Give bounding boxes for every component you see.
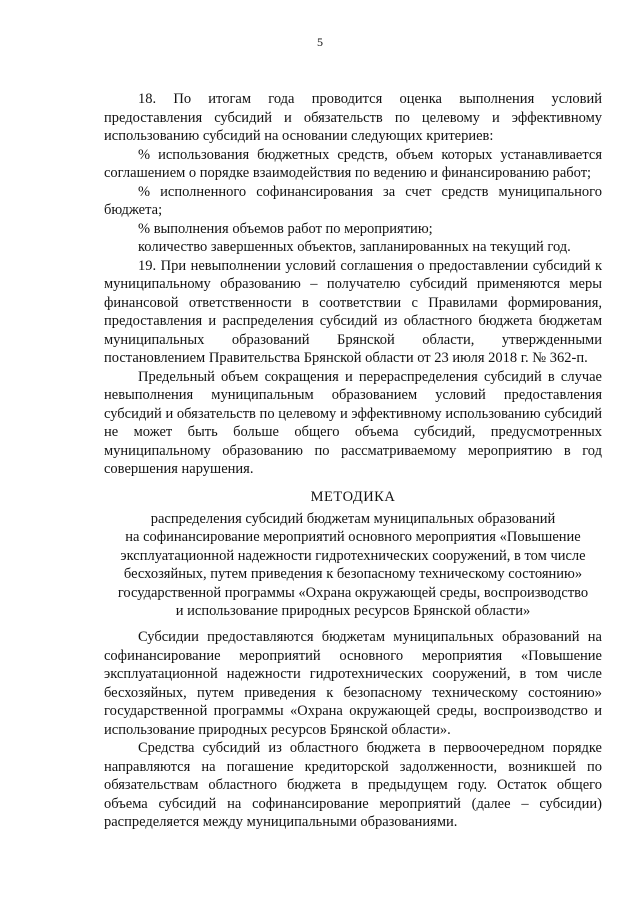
method-paragraph-1: Субсидии предоставляются бюджетам муниципальных образований на софинансирование мероприятий основного мероприятия «Повышение эксплуатационной надежности гидротехнических сооружений, в том числе бесхозяйных, путем приведения к безопасному техническому состоянию» государственной программы «Охрана окружающей среды, воспроизводство и использование природных ресурсов Брянской области». <box>104 629 602 738</box>
method-paragraph-2: Средства субсидий из областного бюджета в первоочередном порядке направляются на погашение кредиторской задолженности, возникшей по обязательствам областного бюджета в предыдущем году. Остаток общего объема субсидий на софинансирование мероприятий (далее – субсидии) распределяется между муниципальными образованиями. <box>104 740 602 830</box>
subtitle-line: эксплуатационной надежности гидротехнических сооружений, в том числе <box>120 547 586 564</box>
subtitle-line: и использование природных ресурсов Брянской области» <box>175 603 531 619</box>
subtitle-line: государственной программы «Охрана окружающей среды, воспроизводство <box>117 584 589 601</box>
paragraph-18: 18. По итогам года проводится оценка выполнения условий предоставления субсидий и обязательств по целевому и эффективному использованию субсидий на основании следующих критериев: <box>104 91 602 144</box>
criterion-budget-use: % использования бюджетных средств, объем которых устанавливается соглашением о порядке взаимодействия по ведению и финансированию работ; <box>104 146 602 181</box>
criterion-completed-objects: количество завершенных объектов, запланированных на текущий год. <box>138 239 571 255</box>
criterion-cofinancing: % исполненного софинансирования за счет средств муниципального бюджета; <box>104 183 602 218</box>
method-section <box>104 488 602 621</box>
method-subtitle <box>104 510 602 621</box>
subtitle-line: распределения субсидий бюджетам муниципальных образований <box>150 510 556 527</box>
method-title: МЕТОДИКА <box>310 489 396 505</box>
method-body <box>104 628 602 832</box>
paragraph-limit: Предельный объем сокращения и перераспределения субсидий в случае невыполнения муниципальным образованием условий предоставления субсидий и обязательств по целевому и эффективному использованию субсидий не может быть больше общего объема субсидий, предусмотренных муниципальному образованию по рассматриваемому мероприятию в год совершения нарушения. <box>104 368 602 477</box>
criteria-section <box>104 90 602 479</box>
paragraph-19: 19. При невыполнении условий соглашения о предоставлении субсидий к муниципальному образованию – получателю субсидий применяются меры финансовой ответственности в соответствии с Правилами формирования, предоставления и распределения субсидий из областного бюджета бюджетам муниципальных образований Брянской области, утвержденными постановлением Правительства Брянской области от 23 июля 2018 г. № 362-п. <box>104 257 602 366</box>
page-number: 5 <box>317 35 323 49</box>
subtitle-line: на софинансирование мероприятий основного мероприятия «Повышение <box>125 529 581 545</box>
criterion-works-volume: % выполнения объемов работ по мероприятию; <box>138 220 433 237</box>
subtitle-line: бесхозяйных, путем приведения к безопасному техническому состоянию» <box>123 566 583 582</box>
